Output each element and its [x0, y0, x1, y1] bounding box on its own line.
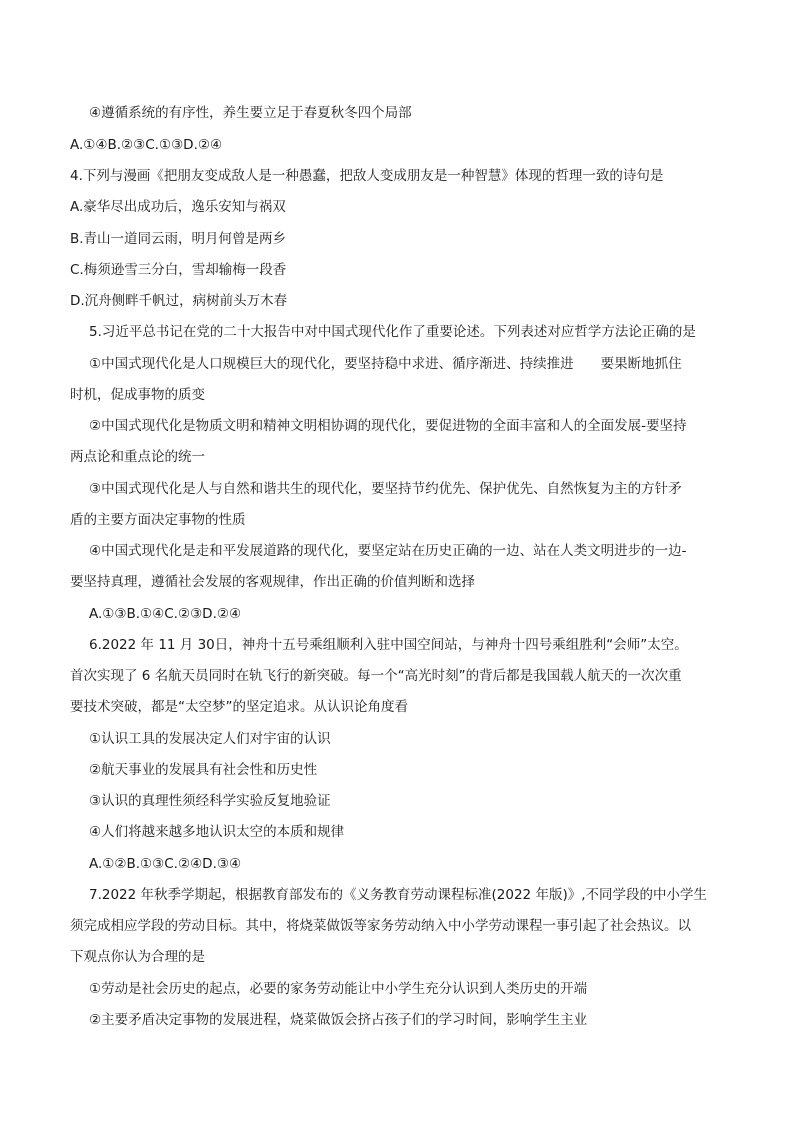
- text-line: 须完成相应学段的劳动目标。其中，将烧菜做饭等家务劳动纳入中小学劳动课程一事引起了社会热议。以: [70, 918, 691, 934]
- text-line: ①劳动是社会历史的起点，必要的家务劳动能让中小学生充分认识到人类历史的开端: [89, 981, 588, 997]
- text-line: 两点论和重点论的统一: [70, 449, 205, 465]
- question-5-stem: 5.习近平总书记在党的二十大报告中对中国式现代化作了重要论述。下列表述对应哲学方法论正确的是: [89, 324, 696, 340]
- text-line: ①认识工具的发展决定人们对宇宙的认识: [89, 731, 331, 747]
- option-b: B.青山一道同云雨，明月何曾是两乡: [70, 231, 287, 247]
- answer-options: A.①④B.②③C.①③D.②④: [70, 137, 223, 153]
- text-line: 时机，促成事物的质变: [70, 387, 205, 403]
- option-c: C.梅须逊雪三分白，雪却输梅一段香: [70, 262, 287, 278]
- text-line: ④遵循系统的有序性，养生要立足于春夏秋冬四个局部: [89, 105, 412, 121]
- text-line: 要坚持真理，遵循社会发展的客观规律，作出正确的价值判断和选择: [70, 574, 475, 590]
- question-7-stem: 7.2022 年秋季学期起，根据教育部发布的《义务教育劳动课程标准(2022 年版)》,不同学段的中小学生: [89, 887, 707, 903]
- text-line: ①中国式现代化是人口规模巨大的现代化，要坚持稳中求进、循序渐进、持续推进 要果断地抓住: [89, 356, 682, 372]
- answer-options: A.①②B.①③C.②④D.③④: [89, 856, 242, 872]
- text-line: ③认识的真理性须经科学实验反复地验证: [89, 793, 331, 809]
- text-line: ②中国式现代化是物质文明和精神文明相协调的现代化，要促进物的全面丰富和人的全面发展-要坚持: [89, 418, 687, 434]
- answer-options: A.①③B.①④C.②③D.②④: [89, 606, 242, 622]
- option-a: A.豪华尽出成功后，逸乐安知与祸双: [70, 199, 286, 215]
- text-line: 下观点你认为合理的是: [70, 949, 205, 965]
- text-line: ④人们将越来越多地认识太空的本质和规律: [89, 824, 345, 840]
- text-line: 首次实现了 6 名航天员同时在轨飞行的新突破。每一个“高光时刻”的背后都是我国载人航天的一次次重: [70, 668, 682, 684]
- text-line: ②主要矛盾决定事物的发展进程，烧菜做饭会挤占孩子们的学习时间，影响学生主业: [89, 1012, 588, 1028]
- question-4-stem: 4.下列与漫画《把朋友变成敌人是一种愚蠢，把敌人变成朋友是一种智慧》体现的哲理一致的诗句是: [70, 168, 664, 184]
- text-line: ④中国式现代化是走和平发展道路的现代化，要坚定站在历史正确的一边、站在人类文明进步的一边-: [89, 543, 687, 559]
- text-line: ③中国式现代化是人与自然和谐共生的现代化，要坚持节约优先、保护优先、自然恢复为主的方针矛: [89, 481, 682, 497]
- option-d: D.沉舟侧畔千帆过，病树前头万木春: [70, 293, 288, 309]
- question-6-stem: 6.2022 年 11 月 30日，神舟十五号乘组顺利入驻中国空间站，与神舟十四号乘组胜利“会师”太空。: [89, 637, 688, 653]
- text-line: 要技术突破，都是“太空梦”的坚定追求。从认识论角度看: [70, 699, 408, 715]
- text-line: 盾的主要方面决定事物的性质: [70, 512, 246, 528]
- text-line: ②航天事业的发展具有社会性和历史性: [89, 762, 318, 778]
